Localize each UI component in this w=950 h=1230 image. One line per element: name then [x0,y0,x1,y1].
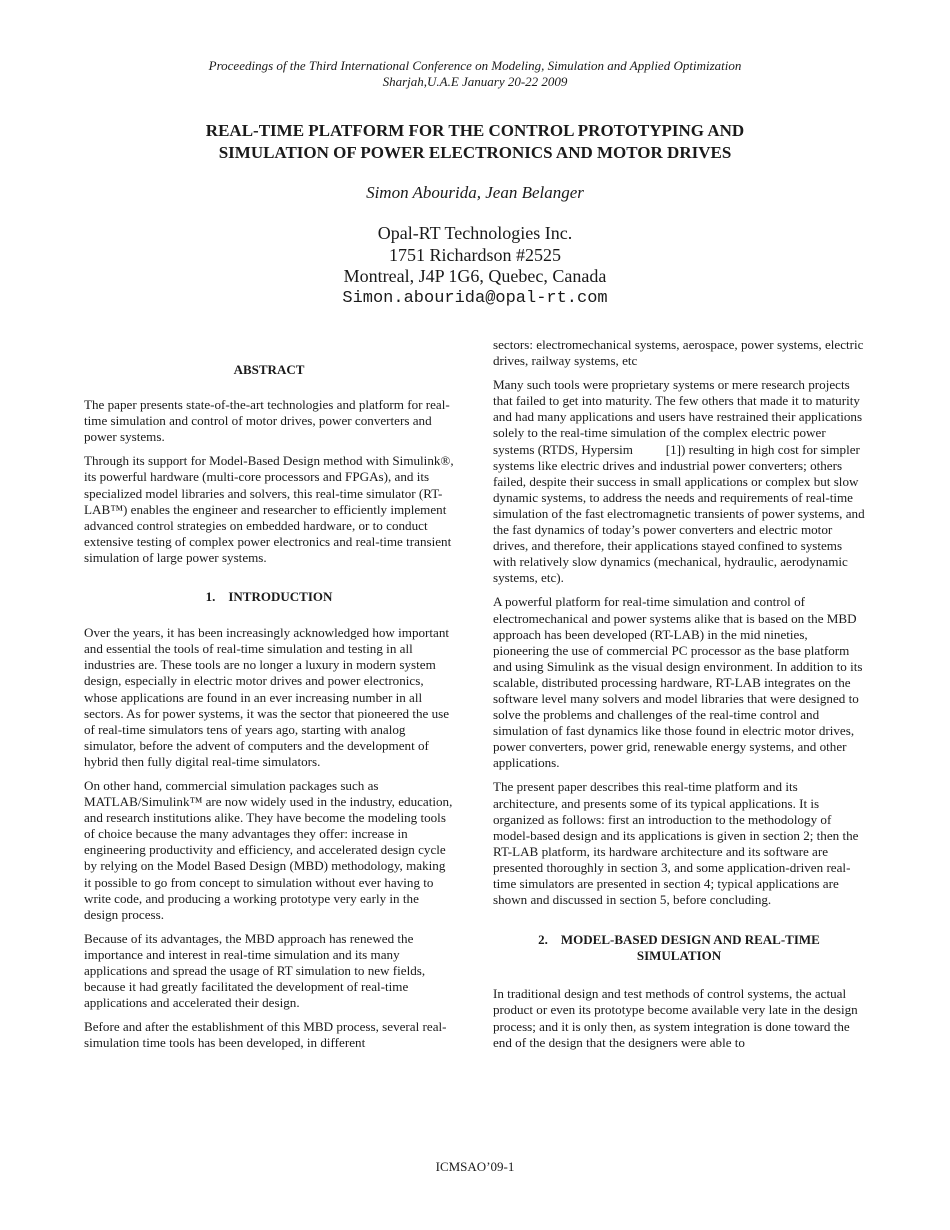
abstract-heading: ABSTRACT [233,362,305,377]
title-line-1: REAL-TIME PLATFORM FOR THE CONTROL PROTOTYPING AND [205,121,745,140]
right-column [493,337,868,1059]
conference-header [0,58,950,90]
introduction-paragraph: Many such tools were proprietary systems or mere research projects that failed to get into maturity. The few others that made it to maturity and had many applications and users have restrained their applications solely to the real-time simulation of the complex electric power systems (RTDS, Hypersim [1]) resulting in high cost for simpler systems like electric drives and industrial power converters; others failed, despite their success in small applications or complex but slow dynamic systems, to address the needs and requirements of real-time simulation of the fast electromagnetic transients of power systems, and the fast dynamics of today’s power converters and electric motor drives, and therefore, their applications stayed confined to systems with relatively slow dynamics (mechanical, hydraulic, aerodynamic systems, etc). [493,377,868,586]
paper-title [0,120,950,164]
affiliation-line-3: Montreal, J4P 1G6, Quebec, Canada [343,266,607,286]
section-2-heading-line-1: 2. MODEL-BASED DESIGN AND REAL-TIME [538,932,820,948]
introduction-paragraph: Over the years, it has been increasingly acknowledged how important and essential the tools of real-time simulation and testing in all industries are. These tools are no longer a luxury in modern system design, especially in electric motor drives and power electronics, whose applications are found in an ever increasing number in all sectors. As for power systems, it was the sector that pioneered the use of real-time simulators tens of years ago, starting with analog simulator, before the advent of computers and the development of hybrid then fully digital real-time simulators. [84,625,450,769]
page-footer: ICMSAO’09-1 [435,1159,515,1174]
conference-line-2: Sharjah,U.A.E January 20-22 2009 [382,74,568,89]
abstract-paragraph: Through its support for Model-Based Design method with Simulink®, its powerful hardware (multi-core processors and FPGAs), and its specialized model libraries and solvers, this real-time simulator (RT-LAB™) enables the engineer and researcher to efficiently implement advanced control strategies on embedded hardware, or to conduct extensive testing of complex power electronics and real-time transient simulation of large power systems. [84,453,454,565]
affiliation-line-2: 1751 Richardson #2525 [389,244,561,265]
section-2-heading-line-2: SIMULATION [636,948,722,964]
affiliation [0,223,950,309]
abstract-paragraph: The paper presents state-of-the-art technologies and platform for real-time simulation and control of motor drives, power converters and power systems. [84,397,450,445]
section-2-heading [493,932,865,964]
conference-line-1: Proceedings of the Third International Conference on Modeling, Simulation and Applied Optimization [208,58,742,73]
affiliation-line-1: Opal-RT Technologies Inc. [377,223,573,243]
title-line-2: SIMULATION OF POWER ELECTRONICS AND MOTOR DRIVES [218,143,732,162]
introduction-paragraph: Before and after the establishment of this MBD process, several real-simulation time tools has been developed, in different [84,1019,447,1051]
introduction-paragraph: The present paper describes this real-time platform and its architecture, and presents some of its typical applications. It is organized as follows: first an introduction to the methodology of model-based design and its applications is given in section 2; then the RT-LAB platform, its hardware architecture and its software are presented thoroughly in section 3, and some application-driven real-time simulators are presented in section 4; typical applications are shown and discussed in section 5, before concluding. [493,779,859,908]
introduction-paragraph: Because of its advantages, the MBD approach has renewed the importance and interest in real-time simulation and its many applications and spread the usage of RT simulation to new fields, because it had greatly facilitated the development of real-time applications and accelerated their design. [84,930,426,1011]
author-email: Simon.abourida@opal-rt.com [342,288,608,308]
introduction-heading: 1. INTRODUCTION [205,589,333,605]
left-column [84,362,454,1059]
introduction-paragraph: sectors: electromechanical systems, aerospace, power systems, electric drives, railway systems, etc [493,337,864,369]
section-2-paragraph: In traditional design and test methods of control systems, the actual product or even its prototype become available very late in the design process; and it is only then, as system integration is done toward the end of the design that the designers were able to [493,986,858,1050]
authors: Simon Abourida, Jean Belanger [366,183,584,202]
introduction-paragraph: On other hand, commercial simulation packages such as MATLAB/Simulink™ are now widely used in the industry, education, and research institutions alike. They have become the modeling tools of choice because the many advantages they offer: increase in engineering productivity and efficiency, and accelerated design cycle by relying on the Model Based Design (MBD) methodology, making it possible to go from concept to simulation without ever having to write code, and producing a working prototype very early in the design process. [84,777,453,922]
introduction-paragraph: A powerful platform for real-time simulation and control of electromechanical and power systems alike that is based on the MBD approach has been developed (RT-LAB) in the mid nineties, pioneering the use of commercial PC processor as the base platform and using Simulink as the visual design environment. In addition to its scalable, distributed processing hardware, RT-LAB integrates on the software level many solvers and model libraries that were designed to solve the problems and challenges of the real-time control and simulation of fast dynamics like those found in electric motor drives, power converters, power grid, renewable energy systems, and other applications. [493,594,863,771]
